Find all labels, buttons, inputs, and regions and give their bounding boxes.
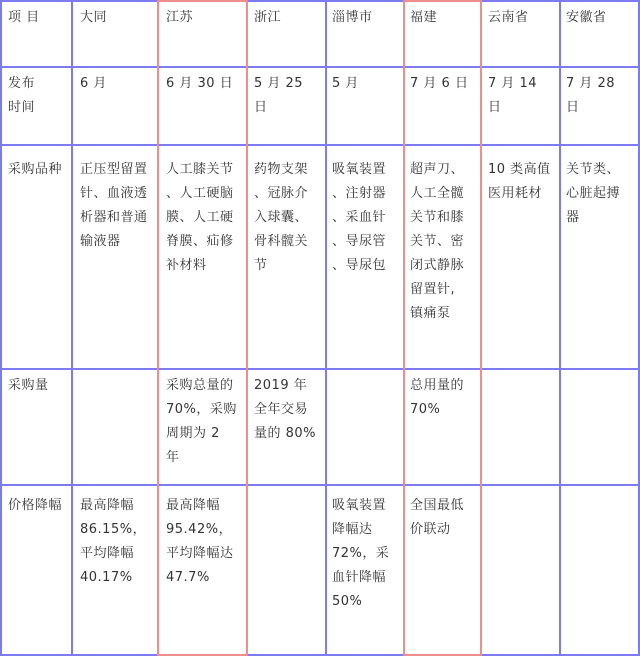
highlight-border (157, 0, 248, 2)
table-cell: 5 月 (332, 76, 359, 91)
table-cell: 正压型留置 针、血液透 析器和普通 输液器 (80, 162, 148, 249)
highlight-border (403, 0, 482, 2)
grid-line (0, 66, 640, 68)
table-cell: 人工膝关节 、人工硬脑 膜、人工硬 脊膜、疝修 补材料 (166, 162, 234, 273)
table-cell: 7 月 14 日 (488, 76, 538, 115)
table-cell: 总用量的 70% (410, 378, 465, 417)
highlight-border (480, 0, 482, 656)
table-cell: 关节类、 心脏起搏 器 (566, 162, 621, 225)
table-cell: 7 月 6 日 (410, 76, 469, 91)
grid-line (71, 0, 73, 656)
header-cell: 浙江 (254, 10, 282, 25)
grid-line (0, 0, 2, 656)
grid-line (0, 0, 640, 2)
header-cell: 大同 (80, 10, 108, 25)
table-cell: 2019 年 全年交易 量的 80% (254, 378, 317, 441)
grid-line (559, 0, 561, 656)
header-cell: 安徽省 (566, 10, 607, 25)
table-cell: 全国最低 价联动 (410, 498, 465, 537)
header-cell: 云南省 (488, 10, 529, 25)
table-cell: 最高降幅 95.42%， 平均降幅达 47.7% (166, 498, 234, 585)
header-cell: 淄博市 (332, 10, 373, 25)
table-cell: 5 月 25 日 (254, 76, 304, 115)
header-cell: 项 目 (8, 10, 40, 25)
row-label: 采购量 (8, 378, 49, 393)
row-label: 发布 时间 (8, 76, 36, 115)
table-cell: 10 类高值 医用耗材 (488, 162, 551, 201)
table-cell: 最高降幅 86.15%， 平均降幅 40.17% (80, 498, 147, 585)
table-cell: 吸氧装置 降幅达 72%，采 血针降幅 50% (332, 498, 390, 609)
grid-line (0, 484, 640, 486)
grid-line (0, 144, 640, 146)
grid-line (325, 0, 327, 656)
highlight-border (403, 0, 405, 656)
header-cell: 江苏 (166, 10, 194, 25)
table-cell: 6 月 (80, 76, 107, 91)
table-cell: 药物支架 、冠脉介 入球囊、 骨科髋关 节 (254, 162, 309, 273)
header-cell: 福建 (410, 10, 438, 25)
table-cell: 6 月 30 日 (166, 76, 234, 91)
grid-line (0, 368, 640, 370)
row-label: 采购品种 (8, 162, 63, 177)
highlight-border (246, 0, 248, 656)
table-cell: 7 月 28 日 (566, 76, 616, 115)
table-cell: 采购总量的 70%，采购 周期为 2 年 (166, 378, 237, 465)
row-label: 价格降幅 (8, 498, 63, 513)
table-cell: 吸氧装置 、注射器 、采血针 、导尿管 、导尿包 (332, 162, 387, 273)
table-cell: 超声刀、 人工全髋 关节和膝 关节、密 闭式静脉 留置针, 镇痛泵 (410, 162, 465, 321)
highlight-border (157, 0, 159, 656)
